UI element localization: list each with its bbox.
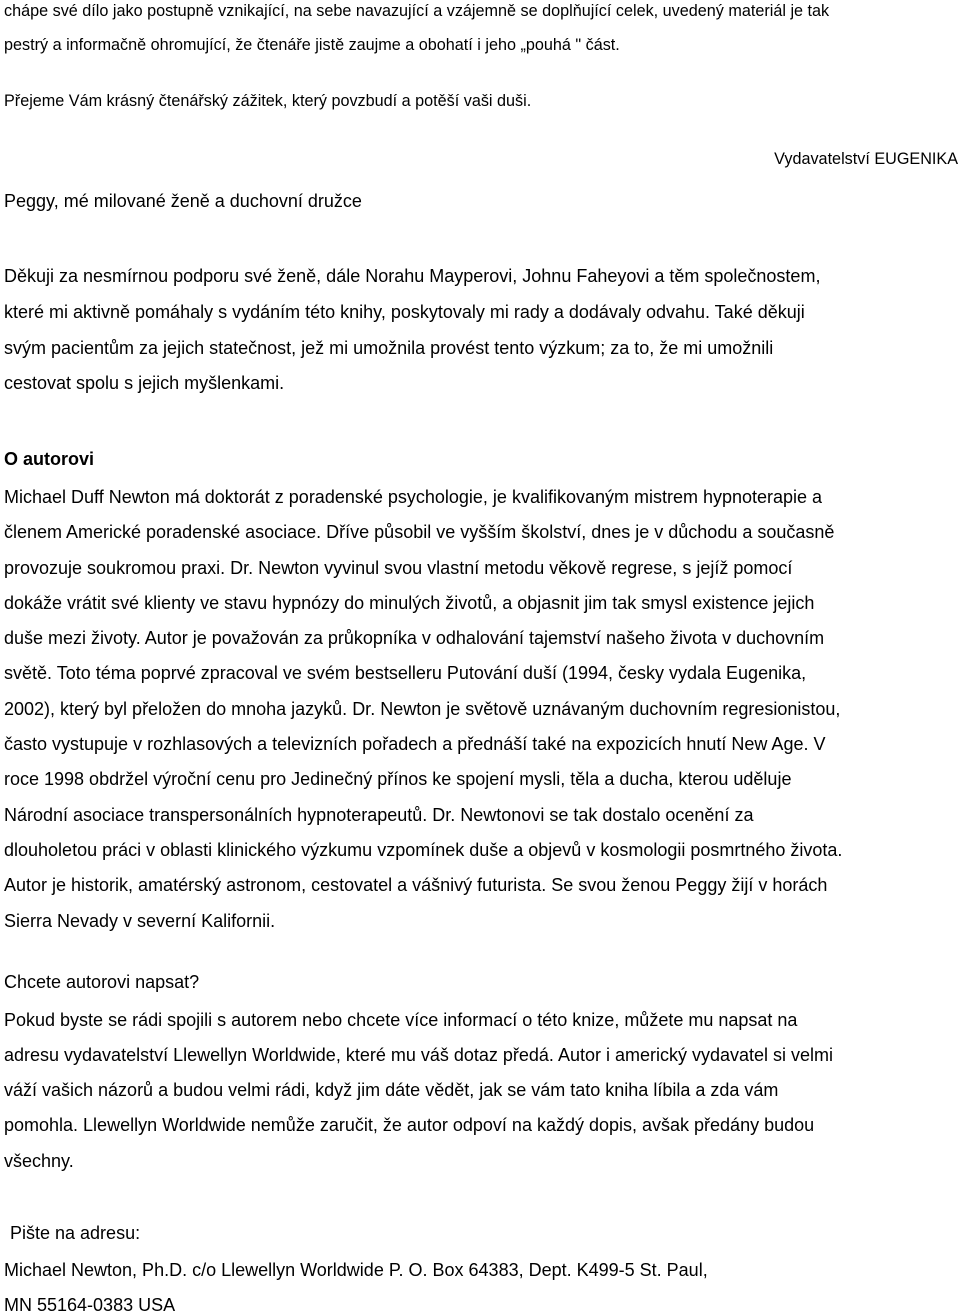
intro-line-1: chápe své dílo jako postupně vznikající, na sebe navazující a vzájemně se doplňující celek, uvedený materiál je tak: [4, 2, 830, 20]
about-line: roce 1998 obdržel výroční cenu pro Jedinečný přínos ke spojení mysli, těla a ducha, kterou uděluje: [4, 769, 792, 789]
ack-line-3: svým pacientům za jejich statečnost, jež mi umožnila provést tento výzkum; za to, že mi umožnili: [4, 338, 774, 358]
about-line: dlouholetou práci v oblasti klinického výzkumu vzpomínek duše a objevů v kosmologii posmrtného života.: [4, 840, 843, 860]
intro-wish: Přejeme Vám krásný čtenářský zážitek, který povzbudí a potěší vaši duši.: [4, 92, 532, 110]
about-line: světě. Toto téma poprvé zpracoval ve svém bestselleru Putování duší (1994, česky vydala Eugenika,: [4, 663, 807, 683]
about-heading: O autorovi: [4, 449, 95, 469]
about-line: často vystupuje v rozhlasových a televizních pořadech a přednáší také na expozicích hnutí New Age. V: [4, 734, 826, 754]
intro-line-2: pestrý a informačně ohromující, že čtenáře jistě zaujme a obohatí i jeho „pouhá " část.: [4, 36, 620, 54]
contact-heading: Chcete autorovi napsat?: [4, 972, 200, 992]
contact-line: adresu vydavatelství Llewellyn Worldwide, které mu váš dotaz předá. Autor i americký vydavatel si velmi: [4, 1045, 834, 1065]
address-line-1: Michael Newton, Ph.D. c/o Llewellyn Worldwide P. O. Box 64383, Dept. K499-5 St. Paul,: [4, 1260, 708, 1280]
dedication: Peggy, mé milované ženě a duchovní družce: [4, 191, 362, 211]
contact-line: pomohla. Llewellyn Worldwide nemůže zaručit, že autor odpoví na každý dopis, avšak předány budou: [4, 1115, 815, 1135]
address-label: Pište na adresu:: [10, 1223, 141, 1243]
address-line-2: MN 55164-0383 USA: [4, 1295, 176, 1315]
ack-line-4: cestovat spolu s jejich myšlenkami.: [4, 373, 285, 393]
about-line: duše mezi životy. Autor je považován za průkopníka v odhalování tajemství našeho života v duchovním: [4, 628, 825, 648]
about-line: Michael Duff Newton má doktorát z poradenské psychologie, je kvalifikovaným mistrem hypnoterapie a: [4, 487, 823, 507]
about-line: Autor je historik, amatérský astronom, cestovatel a vášnivý futurista. Se svou ženou Peggy žijí v horách: [4, 875, 828, 895]
ack-line-1: Děkuji za nesmírnou podporu své ženě, dále Norahu Mayperovi, Johnu Faheyovi a těm společnostem,: [4, 266, 821, 286]
about-line: dokáže vrátit své klienty ve stavu hypnózy do minulých životů, a objasnit jim tak smysl existence jejich: [4, 593, 815, 613]
about-line: provozuje soukromou praxi. Dr. Newton vyvinul svou vlastní metodu věkově regrese, s jejíž pomocí: [4, 558, 793, 578]
about-line: členem Americké poradenské asociace. Dříve působil ve vyšším školství, dnes je v důchodu a současně: [4, 522, 835, 542]
about-line: Národní asociace transpersonálních hypnoterapeutů. Dr. Newtonovi se tak dostalo ocenění za: [4, 805, 754, 825]
about-line: 2002), který byl přeložen do mnoha jazyků. Dr. Newton je světově uznávaným duchovním regresionistou,: [4, 699, 841, 719]
contact-line: váží vašich názorů a budou velmi rádi, když jim dáte vědět, jak se vám tato kniha líbila a zda vám: [4, 1080, 779, 1100]
contact-line: všechny.: [4, 1151, 74, 1171]
contact-line: Pokud byste se rádi spojili s autorem nebo chcete více informací o této knize, můžete mu napsat na: [4, 1010, 798, 1030]
about-line: Sierra Nevady v severní Kalifornii.: [4, 911, 276, 931]
publisher-signature: Vydavatelství EUGENIKA: [774, 150, 958, 168]
ack-line-2: které mi aktivně pomáhaly s vydáním této knihy, poskytovaly mi rady a dodávaly odvahu. Také děkuji: [4, 302, 805, 322]
